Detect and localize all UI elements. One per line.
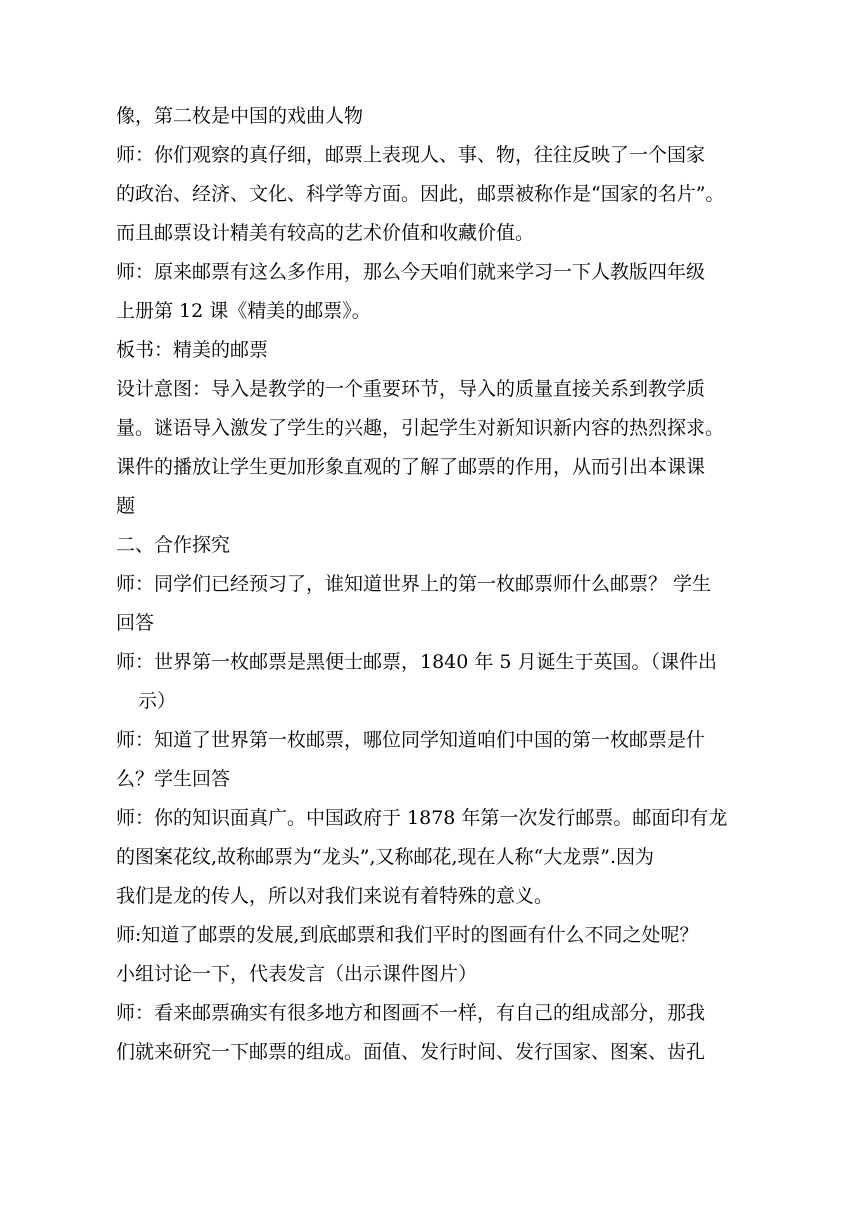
text-line: 我们是龙的传人，所以对我们来说有着特殊的意义。 bbox=[116, 885, 554, 907]
text-line: 小组讨论一下，代表发言（出示课件图片） bbox=[116, 963, 478, 985]
text-line: 量。谜语导入激发了学生的兴趣，引起学生对新知识新内容的热烈探求。 bbox=[116, 417, 725, 439]
text-line: 么？学生回答 bbox=[116, 768, 231, 790]
text-line: 的图案花纹,故称邮票为“龙头”,又称邮花,现在人称“大龙票”.因为 bbox=[116, 846, 655, 868]
text-line: 设计意图：导入是教学的一个重要环节，导入的质量直接关系到教学质 bbox=[116, 378, 706, 400]
text-line: 师：知道了世界第一枚邮票，哪位同学知道咱们中国的第一枚邮票是什 bbox=[116, 729, 706, 751]
text-line: 示） bbox=[138, 690, 177, 712]
text-line: 师：世界第一枚邮票是黑便士邮票，1840 年 5 月诞生于英国。（课件出 bbox=[116, 651, 718, 673]
text-line: 师：你的知识面真广。中国政府于 1878 年第一次发行邮票。邮面印有龙 bbox=[116, 807, 728, 829]
text-line: 的政治、经济、文化、科学等方面。因此，邮票被称作是“国家的名片”。 bbox=[116, 183, 725, 205]
text-line: 师：同学们已经预习了，谁知道世界上的第一枚邮票师什么邮票？ 学生 bbox=[116, 573, 712, 595]
text-line: 像，第二枚是中国的戏曲人物 bbox=[116, 105, 364, 127]
text-line: 而且邮票设计精美有较高的艺术价值和收藏价值。 bbox=[116, 222, 535, 244]
text-line: 回答 bbox=[116, 612, 155, 634]
text-line: 板书：精美的邮票 bbox=[116, 339, 269, 361]
text-line: 上册第 12 课《精美的邮票》。 bbox=[116, 300, 371, 322]
text-line: 题 bbox=[116, 495, 136, 517]
text-line: 师:知道了邮票的发展,到底邮票和我们平时的图画有什么不同之处呢？ bbox=[116, 924, 699, 946]
text-line: 师：你们观察的真仔细，邮票上表现人、事、物，往往反映了一个国家 bbox=[116, 144, 706, 166]
text-line: 们就来研究一下邮票的组成。面值、发行时间、发行国家、图案、齿孔 bbox=[116, 1041, 706, 1063]
text-line: 课件的播放让学生更加形象直观的了解了邮票的作用，从而引出本课课 bbox=[116, 456, 706, 478]
text-line: 师：看来邮票确实有很多地方和图画不一样，有自己的组成部分，那我 bbox=[116, 1002, 706, 1024]
text-line: 师：原来邮票有这么多作用，那么今天咱们就来学习一下人教版四年级 bbox=[116, 261, 706, 283]
section-heading: 二、合作探究 bbox=[116, 534, 231, 556]
